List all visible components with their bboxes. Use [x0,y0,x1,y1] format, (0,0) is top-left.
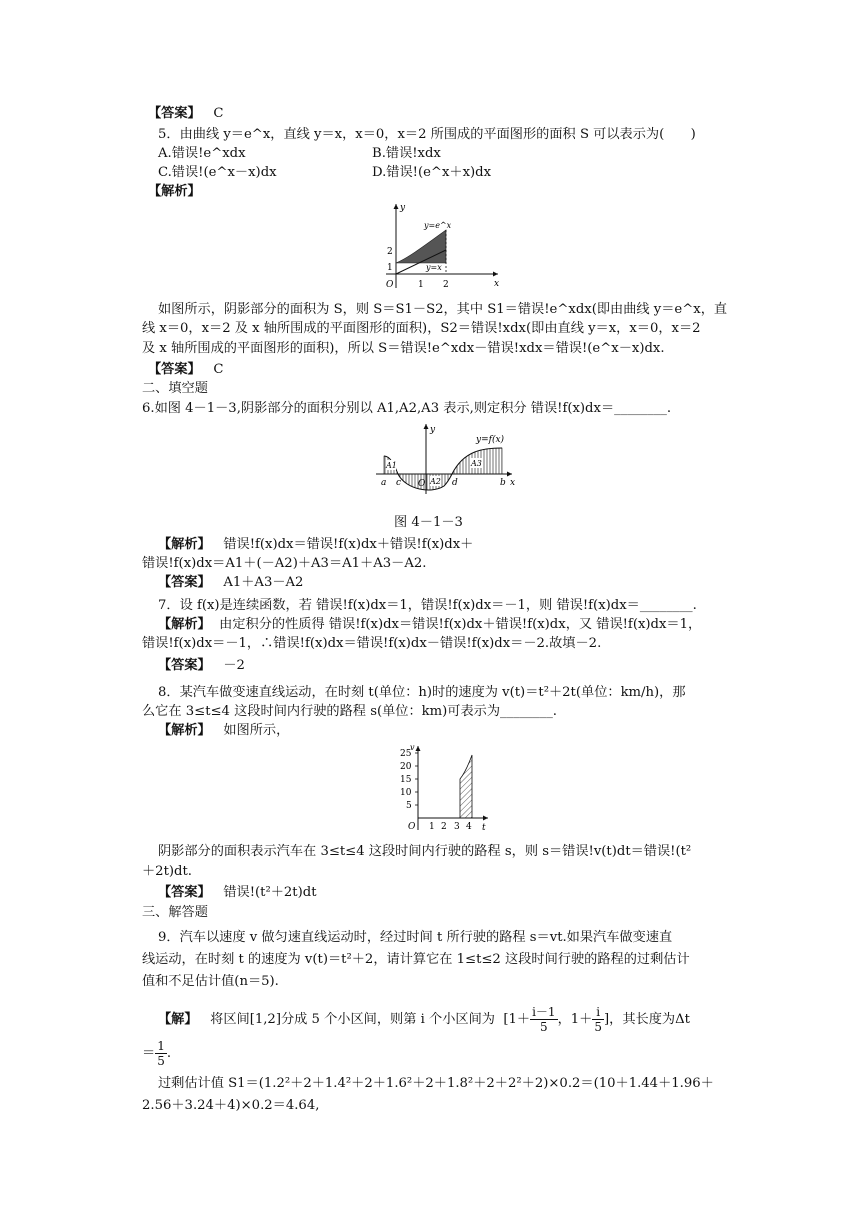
x-label: t [482,823,486,833]
solution-5-tag: 【解析】 [148,184,201,199]
point-b: b [500,478,506,488]
solution-9-line-2: ＝ $\frac{1}{5}$ . [142,1039,172,1068]
origin-label: O [408,822,416,832]
label-a2: A2 [430,477,441,486]
y-tick-15: 15 [400,775,412,785]
solution-6-line-2: 错误!f(x)dx＝A1＋(－A2)＋A3＝A1＋A3－A2. [142,556,427,571]
origin-label: O [386,280,394,290]
shaded-region [460,755,472,818]
question-8-line-1: 8．某汽车做变速直线运动，在时刻 t(单位：h)时的速度为 v(t)＝t²＋2t(单位：km/h)，那 [158,685,686,700]
y-label: y [430,425,436,435]
section-fill-in: 二、填空题 [142,381,208,396]
x-tick-2: 2 [441,822,447,832]
x-label: x [510,478,516,488]
label-a3: A3 [471,459,482,468]
point-c: c [396,478,402,488]
y-tick-10: 10 [400,788,412,798]
question-9-line-3: 值和不足估计值(n＝5). [142,974,279,989]
y-tick-25: 25 [400,749,412,759]
solution-7-line-2: 错误!f(x)dx＝－1，∴错误!f(x)dx＝错误!f(x)dx－错误!f(x)dx＝－2.故填－2. [142,636,602,651]
y-tick-20: 20 [400,762,412,772]
curve-label-line: y=x [426,263,442,272]
y-label: y [400,203,406,213]
section-answer: 三、解答题 [142,905,208,920]
fraction-1-over-5: $\frac{1}{5}$ [157,1039,165,1068]
figure-6-caption: 图 4－1－3 [394,515,463,530]
solution-7-line-1: 【解析】 由定积分的性质得 错误!f(x)dx＝错误!f(x)dx＋错误!f(x)dx，又 错误!f(x)dx＝1， [158,617,702,632]
label-a1: A1 [386,461,397,470]
point-a: a [381,478,387,488]
shaded-region [396,230,446,263]
question-8-line-2: 么它在 3≤t≤4 这段时间内行驶的路程 s(单位：km)可表示为________. [142,704,557,719]
x-tick-1: 1 [429,822,435,832]
solution-6-line-1: 【解析】 错误!f(x)dx＝错误!f(x)dx＋错误!f(x)dx＋ [158,537,474,552]
point-d: d [452,478,458,488]
x-tick-1: 1 [418,280,424,290]
solution-9-line-3: 过剩估计值 S1＝(1.2²＋2＋1.4²＋2＋1.6²＋2＋1.8²＋2＋2²＋2)×0.2＝(10＋1.44＋1.96＋ [158,1076,714,1091]
y-label: v [410,743,415,752]
question-6: 6.如图 4－1－3,阴影部分的面积分别以 A1,A2,A3 表示,则定积分 错误!f(x)dx＝________. [142,401,672,416]
solution-9-line-1: 【解】 将区间[1,2]分成 5 个小区间，则第 i 个小区间为 [1＋ $\frac{i-1}{5}$ ，1＋ $\frac{i}{5}$ ]，其长度为Δt [158,1005,690,1034]
figure-8 [388,742,492,834]
option-b: B.错误!xdx [372,146,441,161]
answer-8: 【答案】 错误!(t²＋2t)dt [158,885,317,900]
x-label: x [494,279,500,289]
fraction-i-over-5: $\frac{i}{5}$ [594,1005,602,1034]
solution-8-line-3: ＋2t)dt. [142,864,192,879]
solution-8-line-2: 阴影部分的面积表示汽车在 3≤t≤4 这段时间内行驶的路程 s，则 s＝错误!v(t)dt＝错误!(t² [158,844,692,859]
origin-label: O [418,479,426,489]
question-9-line-1: 9．汽车以速度 v 做匀速直线运动时，经过时间 t 所行驶的路程 s＝vt.如果汽车做变速直 [158,930,673,945]
question-5: 5．由曲线 y＝e^x，直线 y＝x，x＝0，x＝2 所围成的平面图形的面积 S 可以表示为( ) [158,127,696,142]
solution-5-line-3: 及 x 轴所围成的平面图形的面积)，所以 S＝错误!e^xdx－错误!xdx＝错误!(e^x－x)dx. [142,341,665,356]
y-tick-1: 1 [387,263,393,273]
x-tick-4: 4 [466,822,472,832]
solution-9-line-4: 2.56＋3.24＋4)×0.2＝4.64, [142,1098,320,1113]
figure-6 [372,420,522,496]
answer-7: 【答案】 －2 [158,658,245,673]
option-c: C.错误!(e^x－x)dx [158,165,277,180]
y-tick-5: 5 [406,801,412,811]
option-a: A.错误!e^xdx [158,146,246,161]
figure-5 [378,198,504,292]
y-tick-2: 2 [387,247,393,257]
answer-4: 【答案】 C [148,106,224,121]
fraction-i-minus-1-over-5: $\frac{i-1}{5}$ [532,1005,556,1034]
question-9-line-2: 线运动，在时刻 t 的速度为 v(t)＝t²＋2，请计算它在 1≤t≤2 这段时间行驶的路程的过剩估计 [142,952,690,967]
answer-5: 【答案】 C [148,362,224,377]
answer-6: 【答案】 A1＋A3－A2 [158,575,304,590]
solution-5-line-1: 如图所示，阴影部分的面积为 S，则 S＝S1－S2，其中 S1＝错误!e^xdx(即由曲线 y＝e^x，直 [158,302,728,317]
curve-label-exp: y=e^x [424,221,452,230]
x-tick-3: 3 [454,822,460,832]
x-tick-2: 2 [443,280,449,290]
solution-8-line-1: 【解析】 如图所示， [158,723,290,738]
function-label: y=f(x) [476,435,505,445]
solution-5-line-2: 线 x＝0，x＝2 及 x 轴所围成的平面图形的面积)，S2＝错误!xdx(即由直线 y＝x，x＝0，x＝2 [142,321,701,336]
question-7: 7．设 f(x)是连续函数，若 错误!f(x)dx＝1，错误!f(x)dx＝－1，则 错误!f(x)dx＝________. [158,598,697,613]
option-d: D.错误!(e^x＋x)dx [372,165,492,180]
